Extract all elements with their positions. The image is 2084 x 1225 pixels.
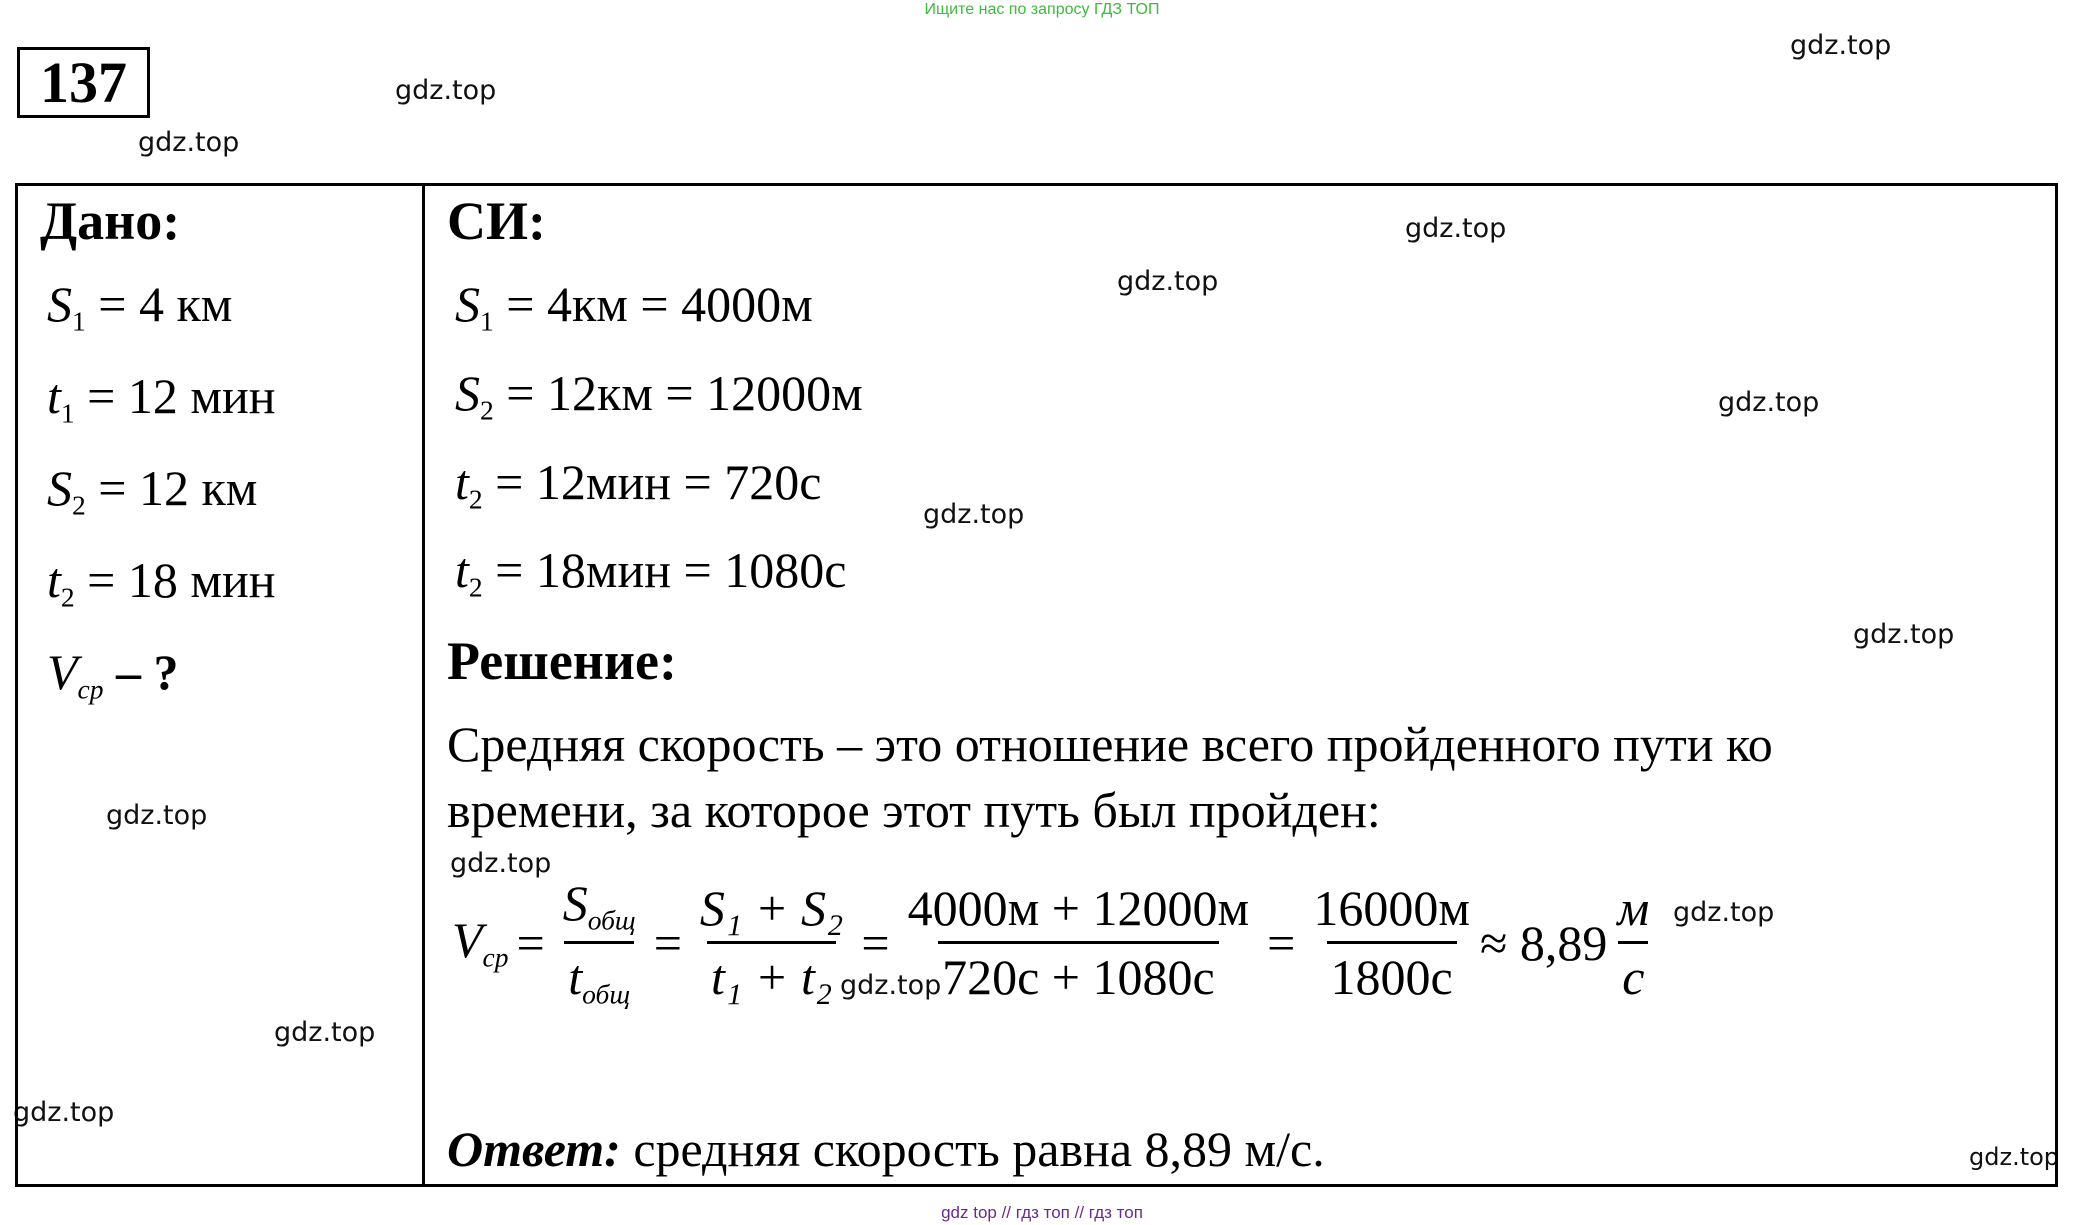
solution-text-line2: времени, за которое этот путь был пройден: bbox=[447, 782, 1381, 838]
fraction-result: $\frac{16000м}{1800с}$ bbox=[1313, 880, 1470, 1005]
fraction-total: $\frac{S_{общ}}{t_{общ}}$ bbox=[562, 875, 636, 1010]
watermark: gdz.top bbox=[1969, 1143, 2060, 1171]
top-banner: Ищите нас по запросу ГДЗ ТОП bbox=[924, 1, 1160, 18]
watermark: gdz.top bbox=[1718, 387, 1820, 418]
given-line: $S_1 = 4$ км bbox=[47, 276, 233, 337]
answer-text: средняя скорость равна 8,89 м/с. bbox=[620, 1121, 1325, 1177]
si-line: $S_1 = 4км = 4000м$ bbox=[455, 276, 813, 337]
given-line: $t_1 = 12$ мин bbox=[47, 368, 276, 429]
si-heading: СИ: bbox=[447, 191, 546, 251]
solution-text-line1: Средняя скорость – это отношение всего пройденного пути ко bbox=[447, 716, 1773, 772]
watermark: gdz.top bbox=[13, 1097, 115, 1128]
answer-label: Ответ: bbox=[447, 1121, 621, 1177]
task-number: 137 bbox=[17, 47, 150, 118]
watermark: gdz.top bbox=[840, 970, 942, 1001]
fraction-sum: $\frac{\text{S₁ + S₂}}{\text{t₁ + t₂}}$ bbox=[699, 880, 844, 1005]
given-heading: Дано: bbox=[40, 191, 181, 251]
watermark: gdz.top bbox=[450, 848, 552, 879]
given-line: $t_2 = 18$ мин bbox=[47, 552, 276, 613]
watermark: gdz.top bbox=[106, 800, 208, 831]
footer-links: gdz top // гдз топ // гдз топ bbox=[941, 1203, 1143, 1222]
solution-table bbox=[15, 183, 2058, 1187]
watermark: gdz.top bbox=[395, 75, 497, 106]
watermark: gdz.top bbox=[1405, 213, 1507, 244]
watermark: gdz.top bbox=[1117, 266, 1219, 297]
column-divider bbox=[422, 183, 425, 1187]
watermark: gdz.top bbox=[274, 1017, 376, 1048]
watermark: gdz.top bbox=[1790, 30, 1892, 61]
watermark: gdz.top bbox=[923, 499, 1025, 530]
fraction-values: $\frac{4000м + 12000м}{720с + 1080с}$ bbox=[907, 880, 1250, 1005]
fraction-unit: $\frac{м}{с}$ bbox=[1617, 880, 1650, 1005]
given-line: $S_2 = 12$ км bbox=[47, 460, 258, 521]
watermark: gdz.top bbox=[138, 127, 240, 158]
si-line: $t_2 = 12мин = 720с$ bbox=[455, 454, 822, 515]
watermark: gdz.top bbox=[1853, 619, 1955, 650]
approx-value: ≈ 8,89 bbox=[1479, 914, 1608, 971]
answer-line bbox=[447, 1120, 1325, 1178]
si-line: $S_2 = 12км = 12000м$ bbox=[455, 365, 863, 426]
solution-heading: Решение: bbox=[447, 631, 677, 691]
given-line-unknown: $V_{ср}$ – ? bbox=[47, 644, 179, 705]
average-speed-formula: $V_{ср}$ = $\frac{S_{общ}}{t_{общ}}$ = $\frac{\text{S₁ + S₂}}{\text{t₁ + t₂}}$ = $\frac{4000м + 12000м}{720с + 1080с}$ = $\frac{16000м}{1800с}$ ≈ 8,89 $\frac{м}{с}$ bbox=[452, 865, 1659, 1020]
watermark: gdz.top bbox=[1673, 897, 1775, 928]
si-line: $t_2 = 18мин = 1080с$ bbox=[455, 542, 847, 603]
